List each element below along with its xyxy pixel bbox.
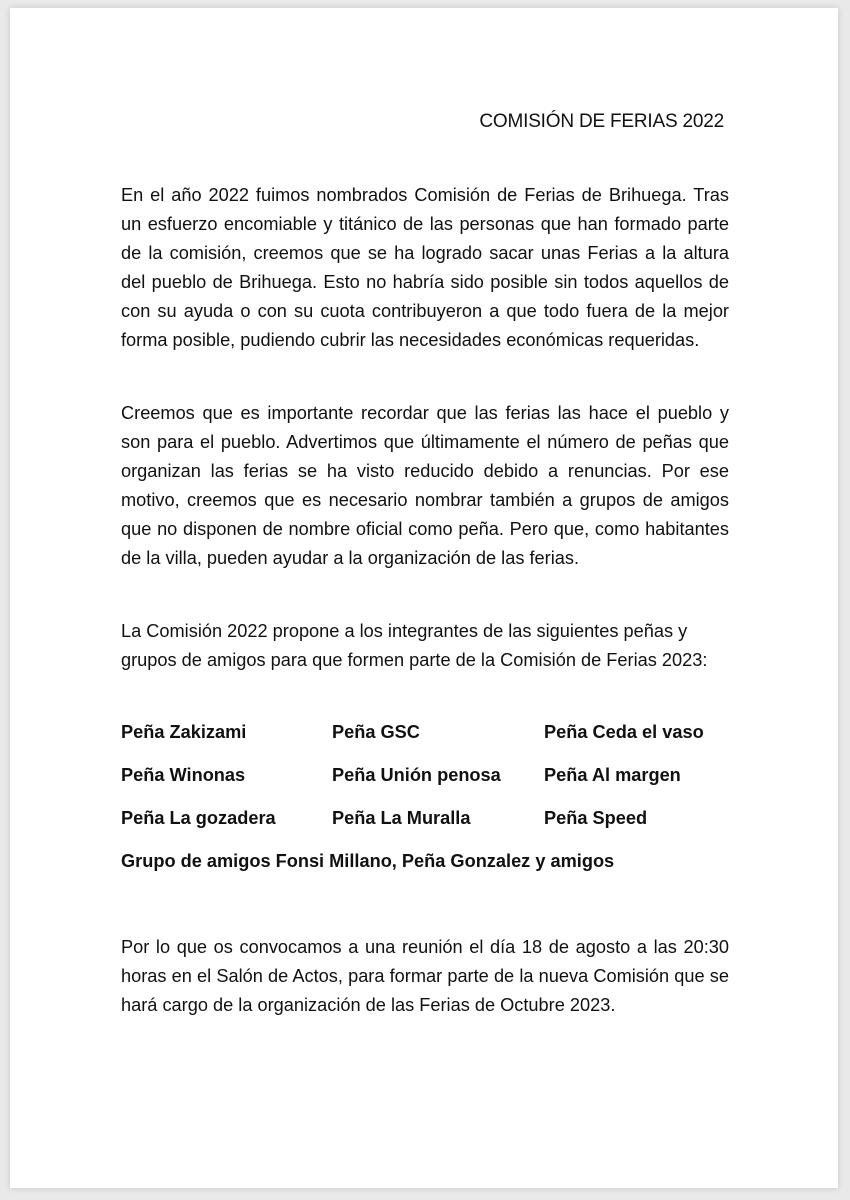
- document-page: [10, 8, 838, 1188]
- document-title: COMISIÓN DE FERIAS 2022: [479, 111, 724, 132]
- pena-item: Peña Al margen: [544, 765, 681, 785]
- paragraph-intro: En el año 2022 fuimos nombrados Comisión de Ferias de Brihuega. Tras un esfuerzo encomiable y titánico de las personas que han formado parte de la comisión, creemos que se ha logrado sacar unas Ferias a la altura del pueblo de Brihuega. Esto no habría sido posible sin todos aquellos de con su ayuda o con su cuota contribuyeron a que todo fuera de la mejor forma posible, pudiendo cubrir las necesidades económicas requeridas.: [121, 185, 729, 350]
- pena-item: Peña La Muralla: [332, 808, 471, 828]
- paragraph-proposal: La Comisión 2022 propone a los integrantes de las siguientes peñas y grupos de amigos para que formen parte de la Comisión de Ferias 2023:: [121, 621, 708, 670]
- pena-item: Peña Zakizami: [121, 722, 247, 742]
- paragraph-importance: Creemos que es importante recordar que las ferias las hace el pueblo y son para el pueblo. Advertimos que últimamente el número de peñas que organizan las ferias se ha visto reducido debido a renuncias. Por ese motivo, creemos que es necesario nombrar también a grupos de amigos que no disponen de nombre oficial como peña. Pero que, como habitantes de la villa, pueden ayudar a la organización de las ferias.: [121, 403, 729, 568]
- penas-list: [121, 718, 734, 832]
- paragraph-meeting-call: Por lo que os convocamos a una reunión el día 18 de agosto a las 20:30 horas en el Salón de Actos, para formar parte de la nueva Comisión que se hará cargo de la organización de las Ferias de Octubre 2023.: [121, 937, 729, 1015]
- pena-item: Peña La gozadera: [121, 808, 276, 828]
- pena-item: Peña Unión penosa: [332, 765, 501, 785]
- pena-item: Peña Winonas: [121, 765, 246, 785]
- pena-item: Peña GSC: [332, 722, 420, 742]
- pena-item: Peña Ceda el vaso: [544, 722, 704, 742]
- pena-item: Peña Speed: [544, 808, 648, 828]
- friends-group-line: Grupo de amigos Fonsi Millano, Peña Gonzalez y amigos: [121, 851, 615, 871]
